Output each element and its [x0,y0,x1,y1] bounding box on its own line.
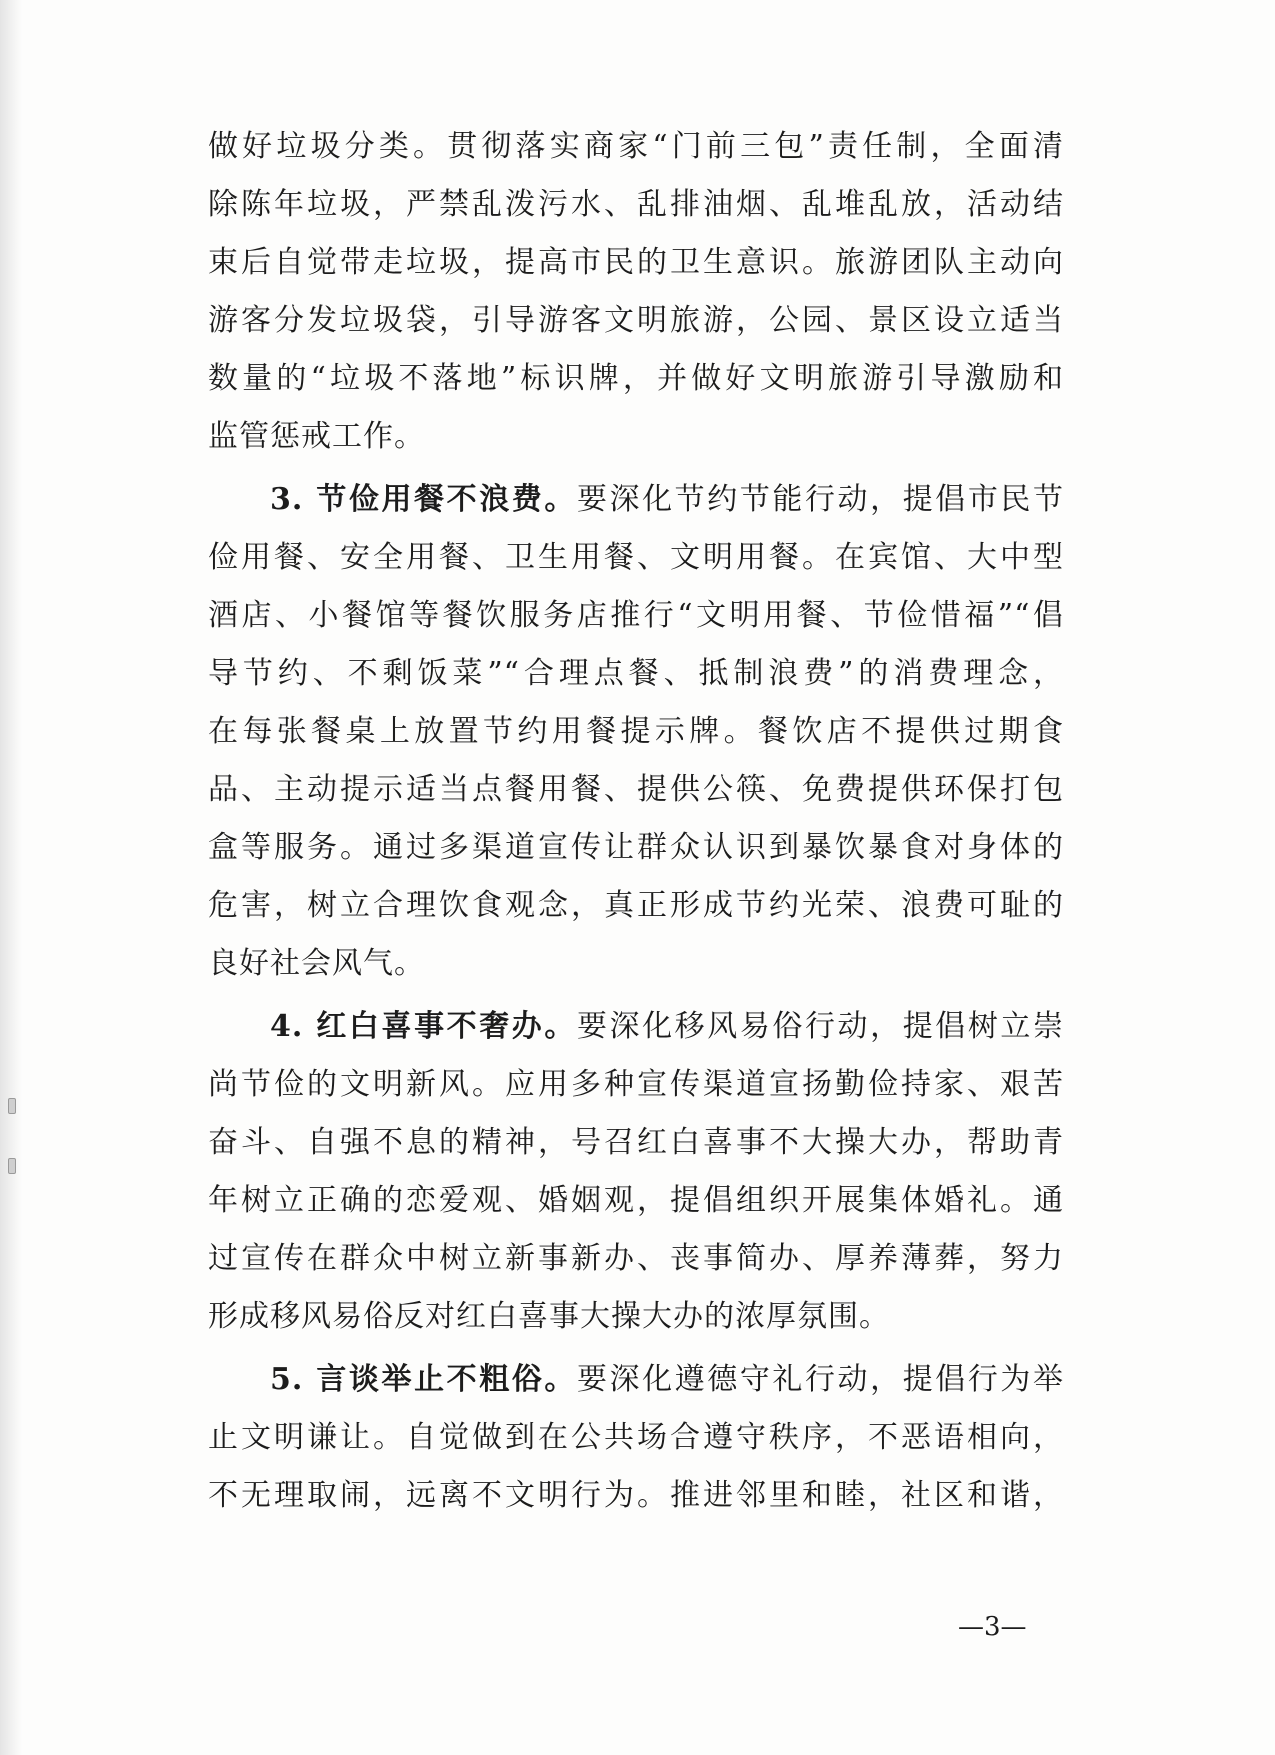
text-line: 盒等服务。通过多渠道宣传让群众认识到暴饮暴食对身体的 [208,830,1064,865]
text-line: 数量的“垃圾不落地”标识牌，并做好文明旅游引导激励和 [208,361,1064,396]
text-line: 年树立正确的恋爱观、婚姻观，提倡组织开展集体婚礼。通 [208,1183,1064,1218]
section-3-text: 要深化节约节能行动，提倡市民节 [576,482,1065,517]
section-3-heading: 3. 节俭用餐不浪费。 [270,482,577,517]
text-line: 止文明谦让。自觉做到在公共场合遵守秩序，不恶语相向， [208,1420,1064,1455]
section-5-first-line [208,1351,1064,1409]
text-line: 束后自觉带走垃圾，提高市民的卫生意识。旅游团队主动向 [208,245,1064,280]
text-line: 不无理取闹，远离不文明行为。推进邻里和睦，社区和谐， [208,1478,1064,1513]
section-5-heading: 5. 言谈举止不粗俗。 [270,1362,577,1397]
text-line: 过宣传在群众中树立新事新办、丧事简办、厚养薄葬，努力 [208,1241,1064,1276]
staple-mark [8,1158,16,1174]
text-line: 形成移风易俗反对红白喜事大操大办的浓厚氛围。 [208,1299,890,1334]
section-4-text: 要深化移风易俗行动，提倡树立崇 [576,1009,1065,1044]
page-number: —3— [958,1612,1027,1642]
text-line: 导节约、不剩饭菜”“合理点餐、抵制浪费”的消费理念， [208,656,1064,691]
body-text [208,118,1064,1525]
text-line: 除陈年垃圾，严禁乱泼污水、乱排油烟、乱堆乱放，活动结 [208,187,1064,222]
text-line: 俭用餐、安全用餐、卫生用餐、文明用餐。在宾馆、大中型 [208,540,1064,575]
text-line: 游客分发垃圾袋，引导游客文明旅游，公园、景区设立适当 [208,303,1064,338]
section-4-first-line [208,998,1064,1056]
text-line: 奋斗、自强不息的精神，号召红白喜事不大操大办，帮助青 [208,1125,1064,1160]
text-line: 酒店、小餐馆等餐饮服务店推行“文明用餐、节俭惜福”“倡 [208,598,1064,633]
text-line: 危害，树立合理饮食观念，真正形成节约光荣、浪费可耻的 [208,888,1064,923]
text-line: 良好社会风气。 [208,946,425,981]
text-line: 尚节俭的文明新风。应用多种宣传渠道宣扬勤俭持家、艰苦 [208,1067,1064,1102]
text-line: 监管惩戒工作。 [208,419,425,454]
section-5-text: 要深化遵德守礼行动，提倡行为举 [576,1362,1065,1397]
text-line: 做好垃圾分类。贯彻落实商家“门前三包”责任制，全面清 [208,129,1064,164]
text-line: 品、主动提示适当点餐用餐、提供公筷、免费提供环保打包 [208,772,1064,807]
staple-mark [8,1098,16,1114]
binding-edge-shadow [0,0,22,1755]
text-line: 在每张餐桌上放置节约用餐提示牌。餐饮店不提供过期食 [208,714,1064,749]
section-3-first-line [208,471,1064,529]
section-4-heading: 4. 红白喜事不奢办。 [270,1009,577,1044]
